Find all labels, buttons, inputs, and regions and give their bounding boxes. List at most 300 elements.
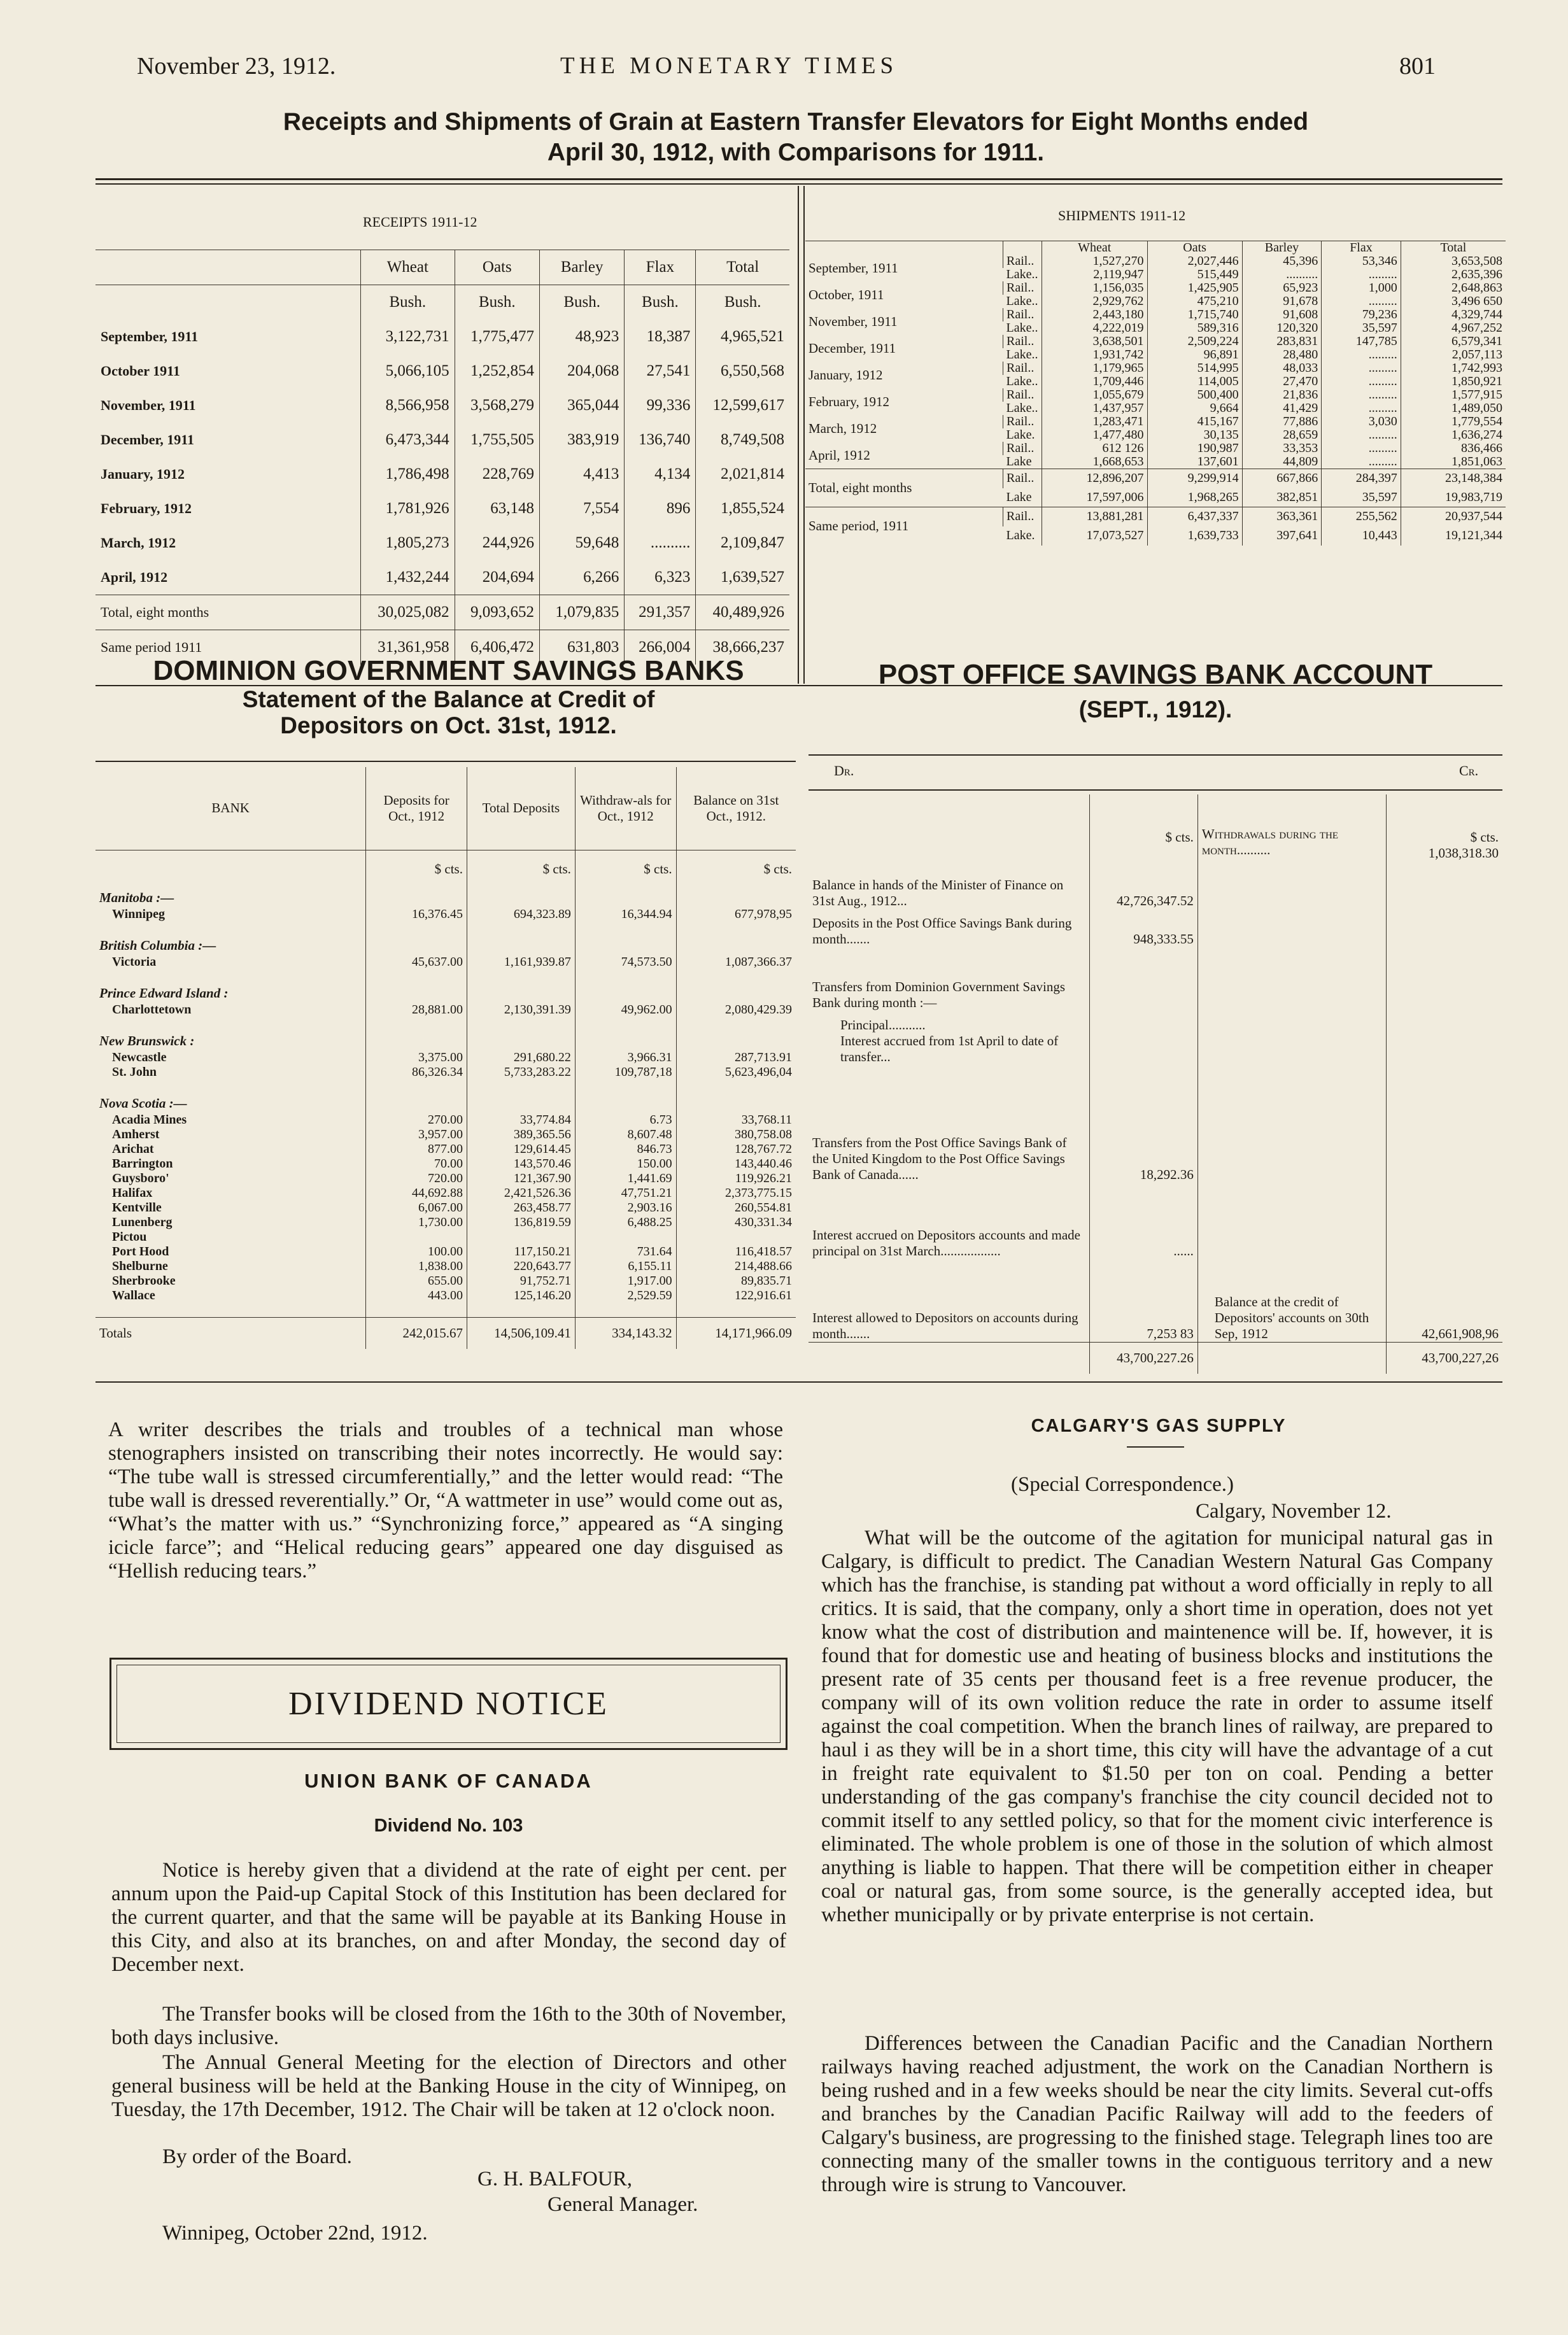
cell: 270.00 [366,1113,467,1127]
cell: 30,025,082 [361,595,455,630]
table-row [95,1003,796,1017]
cell: 263,458.77 [467,1201,575,1215]
cell: 1,283,471 [1042,415,1148,428]
cell: 896 [625,491,696,526]
receipts-table-container [95,250,789,665]
cell: 397,641 [1242,526,1322,546]
cell: 500,400 [1147,388,1242,402]
transfers2-label: Transfers from the Post Office Savings Bank of the United Kingdom to the Post Office Savings Bank of Canada...... [812,1135,1067,1182]
cell: 19,983,719 [1401,488,1506,507]
row-label: April, 1912 [101,569,168,585]
unit-label: $ cts. [1090,807,1197,845]
cell: 1,087,366.37 [676,955,796,970]
mode-label: Rail.. [1003,308,1042,321]
cell: 204,068 [540,354,625,388]
dividend-signer: G. H. BALFOUR, [477,2168,632,2190]
cr-total: 43,700,227,26 [1386,1342,1502,1374]
dominion-header [109,656,788,738]
cell: 2,509,224 [1147,335,1242,348]
cell: 2,421,526.36 [467,1186,575,1201]
table-row [95,1215,796,1230]
col-balance: Balance on 31st Oct., 1912. [676,767,796,850]
cell: 1,489,050 [1401,402,1506,415]
cell: 96,891 [1147,348,1242,362]
dividend-place-date: Winnipeg, October 22nd, 1912. [162,2222,428,2245]
cell: ......... [1322,295,1401,308]
month-label: Total, eight months [809,480,912,495]
table-row [95,1288,796,1303]
cell [366,888,467,907]
province-row [95,936,796,955]
cell [95,1080,366,1094]
principal-label: Principal........... [840,1017,926,1033]
cr-label: Cr. [1459,763,1479,779]
cell: 16,376.45 [366,907,467,922]
cell: 515,449 [1147,268,1242,281]
mode-label: Rail.. [1003,415,1042,428]
cell: 190,987 [1147,442,1242,455]
cell: 291,680.22 [467,1050,575,1065]
bank-label: Charlottetown [112,1003,192,1017]
bank-label: Guysboro' [112,1171,169,1185]
cell: .......... [1242,268,1322,281]
cell: 45,637.00 [366,955,467,970]
cell: 284,397 [1322,469,1401,488]
dominion-subtitle-2: Depositors on Oct. 31st, 1912. [280,712,617,738]
cell: 380,758.08 [676,1127,796,1142]
cell [575,970,676,984]
cell: 20,937,544 [1401,507,1506,526]
cell [575,1094,676,1113]
cell: 53,346 [1322,255,1401,268]
unit-label: Bush. [361,285,455,320]
cell: 109,787,18 [575,1065,676,1080]
cell [575,1303,676,1317]
table-row [805,308,1506,321]
cell: 86,326.34 [366,1065,467,1080]
accrued-label: Interest accrued on Depositors accounts and made principal on 31st March.................. [812,1227,1081,1259]
cell: 150.00 [575,1157,676,1171]
cell: 1,786,498 [361,457,455,491]
cell: 365,044 [540,388,625,423]
cell: 79,236 [1322,308,1401,321]
cell: 1,742,993 [1401,362,1506,375]
cell [676,936,796,955]
mode-label: Rail.. [1003,442,1042,455]
cell: 41,429 [1242,402,1322,415]
cell: 117,150.21 [467,1245,575,1259]
dr-label: Dr. [834,763,854,779]
unit-label: $ cts. [676,850,796,888]
cell: 129,614.45 [467,1142,575,1157]
cell: 8,607.48 [575,1127,676,1142]
cell: 4,413 [540,457,625,491]
masthead: THE MONETARY TIMES [560,53,898,79]
cell: 287,713.91 [676,1050,796,1065]
cell: 5,733,283.22 [467,1065,575,1080]
cell: 38,666,237 [696,630,789,665]
dividend-notice-title: DIVIDEND NOTICE [288,1686,609,1722]
postoffice-table-container [809,794,1502,1374]
col-total-deposits: Total Deposits [467,767,575,850]
cell: 45,396 [1242,255,1322,268]
col-wheat: Wheat [1042,241,1148,255]
shipments-table-container [805,241,1506,546]
row-label: October 1911 [101,363,180,379]
table-row [95,907,796,922]
balance-label: Balance in hands of the Minister of Finance on 31st Aug., 1912... [812,877,1064,908]
cell: 28,480 [1242,348,1322,362]
table-row [95,1245,796,1259]
cell: 1,639,733 [1147,526,1242,546]
cell: 128,767.72 [676,1142,796,1157]
cell: ......... [1322,388,1401,402]
cell: 91,678 [1242,295,1322,308]
row-label: September, 1911 [101,328,199,344]
cell: 877.00 [366,1142,467,1157]
cell [676,984,796,1003]
cell: 33,353 [1242,442,1322,455]
cell [575,1017,676,1031]
table-row [805,335,1506,348]
cell: 2,057,113 [1401,348,1506,362]
cell [676,1080,796,1094]
col-total: Total [1401,241,1506,255]
province-row [95,1094,796,1113]
cell [575,936,676,955]
receipts-table [95,250,789,665]
cell: 8,749,508 [696,423,789,457]
mode-label: Rail.. [1003,281,1042,295]
cell: 415,167 [1147,415,1242,428]
cell: 120,320 [1242,321,1322,335]
cell: 1,477,480 [1042,428,1148,442]
cell: 443.00 [366,1288,467,1303]
col-flax: Flax [1322,241,1401,255]
cell [467,922,575,936]
allowed-value: 7,253 83 [1090,1259,1197,1342]
cell: 382,851 [1242,488,1322,507]
cell [575,888,676,907]
cell: 35,597 [1322,488,1401,507]
cell: 59,648 [540,526,625,560]
cell: 6,155.11 [575,1259,676,1274]
cell: 147,785 [1322,335,1401,348]
cell [366,984,467,1003]
cell [467,888,575,907]
row-label: February, 1912 [101,500,192,516]
table-row [95,354,789,388]
row-label: Total, eight months [101,604,209,620]
cell: 5,623,496,04 [676,1065,796,1080]
cell: 17,073,527 [1042,526,1148,546]
postoffice-title: POST OFFICE SAVINGS BANK ACCOUNT [878,659,1433,690]
row-label: November, 1911 [101,397,196,413]
cell: 30,135 [1147,428,1242,442]
credit-label: Balance at the credit of Depositors' accounts on 30th Sep, 1912 [1197,1259,1386,1342]
cell: 4,967,252 [1401,321,1506,335]
bank-label: Halifax [112,1186,153,1200]
cell: 19,121,344 [1401,526,1506,546]
cell: 846.73 [575,1142,676,1157]
cell: 7,554 [540,491,625,526]
table-row [95,388,789,423]
cell [366,1303,467,1317]
cell: 35,597 [1322,321,1401,335]
spacer-row [95,1080,796,1094]
cell: ......... [1322,455,1401,469]
dividend-paragraph-3: The Annual General Meeting for the election of Directors and other general business will be held at the Banking House in the city of Winnipeg, on Tuesday, the 17th December, 1912. The Chair will be taken at 12 o'clock noon. [111,2051,786,2121]
mode-label: Lake.. [1006,374,1038,388]
bank-label: Port Hood [112,1245,169,1259]
bank-label: Acadia Mines [112,1113,187,1127]
deposits-value: 948,333.55 [1090,909,1197,947]
row-label: Same period 1911 [101,639,202,655]
cell: 2,021,814 [696,457,789,491]
cell: 3,496 650 [1401,295,1506,308]
accrued-value: ...... [1090,1183,1197,1259]
cell: 74,573.50 [575,955,676,970]
cell: 3,375.00 [366,1050,467,1065]
bank-label: Sherbrooke [112,1274,176,1288]
cell: 475,210 [1147,295,1242,308]
cell: 2,109,847 [696,526,789,560]
table-row [95,1171,796,1186]
mode-label: Rail.. [1003,362,1042,375]
cell [575,1230,676,1245]
table-row [95,1157,796,1171]
cell: 12,896,207 [1042,469,1148,488]
cell: ......... [1322,348,1401,362]
cell: 6,266 [540,560,625,595]
credit-value: 42,661,908,96 [1386,1259,1502,1342]
cell: 1,577,915 [1401,388,1506,402]
cell [467,1017,575,1031]
cell [366,1031,467,1050]
cell: ......... [1322,402,1401,415]
cell: .......... [625,526,696,560]
anecdote-paragraph: A writer describes the trials and troubles of a technical man whose stenographers insisted on transcribing their notes incorrectly. He would say: “The tube wall is stressed circumferentially,” and the letter would read: “The tube wall is dressed reverentially.” Or, “A wattmeter in use” would come out as, “What’s the matter with us.” “Synchronizing force,” appeared as “A singing icicle farce”; and “Helical reducing gears” appeared one day disguised as “Hellish reducing tears.” [108,1418,783,1583]
table-row [95,1113,796,1127]
cell: 283,831 [1242,335,1322,348]
table-row [805,255,1506,268]
cell: 10,443 [1322,526,1401,546]
cell: 116,418.57 [676,1245,796,1259]
spacer-row [95,970,796,984]
spacer-row [95,1017,796,1031]
cell: ......... [1322,362,1401,375]
cell: ......... [1322,428,1401,442]
cell: 1,079,835 [540,595,625,630]
cell [676,1230,796,1245]
shipments-table [805,241,1506,546]
cell: 1,917.00 [575,1274,676,1288]
cell: 4,329,744 [1401,308,1506,321]
cell [575,922,676,936]
cell: 1,730.00 [366,1215,467,1230]
province-row [95,1031,796,1050]
province-row [95,984,796,1003]
cell: 514,995 [1147,362,1242,375]
dividend-number: Dividend No. 103 [374,1816,523,1836]
cell: 3,957.00 [366,1127,467,1142]
cell: 1,668,653 [1042,455,1148,469]
spacer-row [95,1303,796,1317]
bank-label: Arichat [112,1142,154,1156]
cell: 6,579,341 [1401,335,1506,348]
cell [676,1303,796,1317]
dividend-role: General Manager. [547,2193,698,2216]
dr-total: 43,700,227.26 [1090,1342,1197,1374]
dominion-title: DOMINION GOVERNMENT SAVINGS BANKS [153,655,744,686]
col-flax: Flax [625,250,696,285]
cell: ......... [1322,268,1401,281]
cell: 1,775,477 [455,320,539,354]
table-row [95,1274,796,1288]
table-row [805,281,1506,295]
cell: 1,838.00 [366,1259,467,1274]
cell: 430,331.34 [676,1215,796,1230]
cell: 1,000 [1322,281,1401,295]
cell: 1,441.69 [575,1171,676,1186]
bank-label: Amherst [112,1127,160,1141]
postoffice-table [809,794,1502,1374]
cell: 114,005 [1147,375,1242,388]
cell: 836,466 [1401,442,1506,455]
cell: 125,146.20 [467,1288,575,1303]
cell [575,1031,676,1050]
mode-label: Rail.. [1003,335,1042,348]
bank-label: Newcastle [112,1050,167,1064]
cell: 100.00 [366,1245,467,1259]
dominion-table [95,767,796,1349]
page-number: 801 [1399,53,1436,80]
transfers2-value: 18,292.36 [1090,1087,1197,1183]
postoffice-subtitle: (SEPT., 1912). [1078,696,1233,723]
unit-label: $ cts. [467,850,575,888]
cell [95,922,366,936]
cell: 27,541 [625,354,696,388]
col-oats: Oats [1147,241,1242,255]
cell: 33,774.84 [467,1113,575,1127]
row-label: March, 1912 [101,535,176,551]
col-deposits: Deposits for Oct., 1912 [366,767,467,850]
withdrawals-label: Withdrawals during the month.......... [1197,807,1386,909]
mode-label: Lake.. [1006,294,1038,308]
cell: 631,803 [540,630,625,665]
mode-label: Lake.. [1006,267,1038,281]
bank-label: Barrington [112,1157,173,1171]
calgary-paragraph-1: What will be the outcome of the agitation for municipal natural gas in Calgary, is difficult to predict. The Canadian Western Natural Gas Company which has the franchise, is standing pat without a word officially in reply to all critics. It is said, that the company, only a short time in operation, does not yet know what the cost of distribution and maintenence will be. If, however, it is found that for domestic use and heating of business blocks and institutions the present rate of 35 cents per thousand feet is a free revenue producer, the company will of its own volition reduce the rate in order to assume itself against the coal competition. When the branch lines of railway, are prepared to haul i as they will be in a short time, this city will have the advantage of a cut in freight rate equivalent to $1.50 per ton on coal. Pending a better understanding of the gas company's franchise the city council decided not to commit itself to any settled policy, so that for the moment civic interference is eliminated. The whole problem is one of those in the solution of which almost anything is liable to happen. That there will be competition either in cheaper coal or natural gas, from some source, is the generally accepted idea, but whether municipally or by private enterprise is not certain. [821,1527,1493,1926]
dividend-box [109,1658,788,1750]
cell [467,1031,575,1050]
bank-label: Pictou [112,1230,147,1244]
postoffice-header [805,659,1506,729]
cell: 1,432,244 [361,560,455,595]
cell: 3,966.31 [575,1050,676,1065]
cell: 17,597,006 [1042,488,1148,507]
cell [366,1080,467,1094]
cell: 6.73 [575,1113,676,1127]
cell: 48,923 [540,320,625,354]
cell: 143,570.46 [467,1157,575,1171]
cell: 1,709,446 [1042,375,1148,388]
cell: 4,965,521 [696,320,789,354]
month-label: April, 1912 [809,447,870,463]
cell: 21,836 [1242,388,1322,402]
cell: 389,365.56 [467,1127,575,1142]
table-row [95,1142,796,1157]
cell [676,922,796,936]
totals-withdraw: 334,143.32 [575,1317,676,1349]
cell: 1,755,505 [455,423,539,457]
cell: ......... [1322,442,1401,455]
table-row [95,491,789,526]
allowed-label: Interest allowed to Depositors on accounts during month....... [812,1309,1078,1341]
cell: 1,968,265 [1147,488,1242,507]
mode-label: Rail.. [1003,255,1042,268]
cell: 33,768.11 [676,1113,796,1127]
cell: 3,653,508 [1401,255,1506,268]
cell: 13,881,281 [1042,507,1148,526]
cell: 3,030 [1322,415,1401,428]
unit-label: $ cts. [575,850,676,888]
cell: 47,751.21 [575,1186,676,1201]
cell: 8,566,958 [361,388,455,423]
cell [366,1094,467,1113]
cell: 4,222,019 [1042,321,1148,335]
dividend-paragraph-1: Notice is hereby given that a dividend at the rate of eight per cent. per annum upon the Paid-up Capital Stock of this Institution has been declared for the current quarter, and that the same will be payable at its Banking House in this City, and also at its branches, on and after Monday, the second day of December next. [111,1859,786,1976]
cell: 2,929,762 [1042,295,1148,308]
cell [95,1303,366,1317]
province-row [95,888,796,907]
cell [366,970,467,984]
totals-balance: 14,171,966.09 [676,1317,796,1349]
cell: 383,919 [540,423,625,457]
cell [95,970,366,984]
table-row [805,507,1506,526]
cell: 136,819.59 [467,1215,575,1230]
cell [575,984,676,1003]
month-label: December, 1911 [809,340,896,356]
cell: 244,926 [455,526,539,560]
cell: 5,066,105 [361,354,455,388]
cell: 3,122,731 [361,320,455,354]
cell: 63,148 [455,491,539,526]
dividend-bank: UNION BANK OF CANADA [304,1770,593,1792]
cell: 612 126 [1042,442,1148,455]
cell: 1,179,965 [1042,362,1148,375]
cell: 2,080,429.39 [676,1003,796,1017]
totals-deposits: 242,015.67 [366,1317,467,1349]
cell [467,936,575,955]
cell: 2,119,947 [1042,268,1148,281]
cell: 694,323.89 [467,907,575,922]
cell [676,888,796,907]
unit-label: $ cts. [366,850,467,888]
cell: 260,554.81 [676,1201,796,1215]
deposits-label: Deposits in the Post Office Savings Bank during month....... [812,915,1072,947]
cell: 214,488.66 [676,1259,796,1274]
cell: 91,752.71 [467,1274,575,1288]
cell: 6,323 [625,560,696,595]
cell: 720.00 [366,1171,467,1186]
month-label: March, 1912 [809,420,877,436]
cell: 18,387 [625,320,696,354]
table-row [95,1065,796,1080]
cell: 2,443,180 [1042,308,1148,321]
cell: 1,425,905 [1147,281,1242,295]
